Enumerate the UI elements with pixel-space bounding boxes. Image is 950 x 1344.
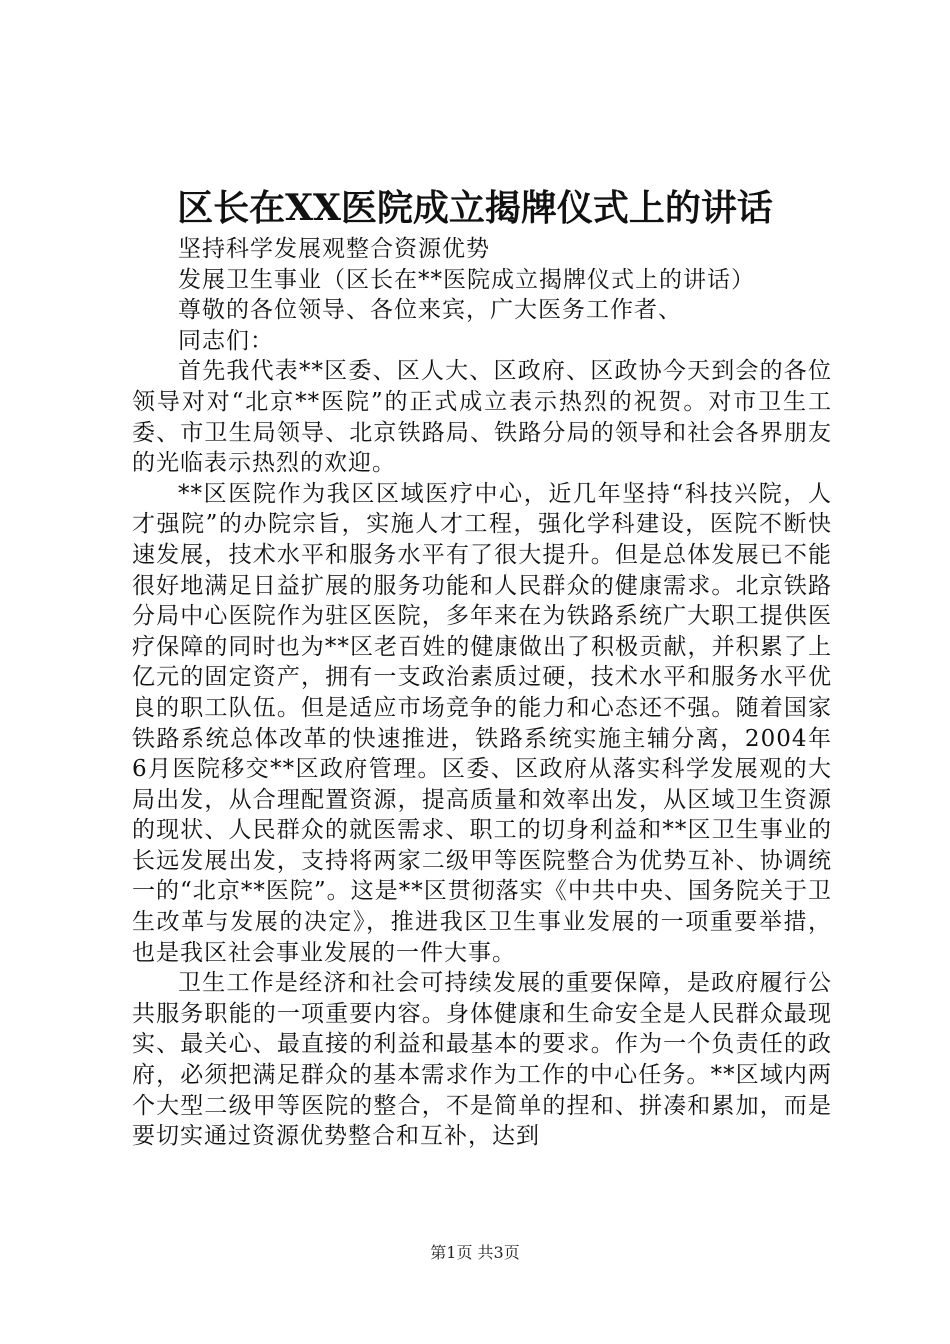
- subtitle-line: 发展卫生事业（区长在**医院成立揭牌仪式上的讲话）: [178, 266, 755, 293]
- document-body: [132, 234, 832, 1152]
- subtitle-line: 坚持科学发展观整合资源优势: [178, 236, 490, 262]
- salutation-line: 同志们：: [178, 327, 274, 354]
- body-paragraph: 首先我代表**区委、区人大、区政府、区政协今天到会的各位领导对对“北京**医院”的正式成立表示热烈的祝贺。对市卫生工委、市卫生局领导、北京铁路局、铁路分局的领导和社会各界朋友的光临表示热烈的欢迎。: [132, 358, 832, 477]
- salutation-line: 尊敬的各位领导、各位来宾，广大医务工作者、: [178, 297, 682, 324]
- body-paragraph: **区医院作为我区区域医疗中心，近几年坚持“科技兴院，人才强院”的办院宗旨，实施人才工程，强化学科建设，医院不断快速发展，技术水平和服务水平有了很大提升。但是总体发展已不能很好地满足日益扩展的服务功能和人民群众的健康需求。北京铁路分局中心医院作为驻区医院，多年来在为铁路系统广大职工提供医疗保障的同时也为**区老百姓的健康做出了积极贡献，并积累了上亿元的固定资产，拥有一支政治素质过硬，技术水平和服务水平优良的职工队伍。但是适应市场竞争的能力和心态还不强。随着国家铁路系统总体改革的快速推进，铁路系统实施主辅分离，2004年6月医院移交**区政府管理。区委、区政府从落实科学发展观的大局出发，从合理配置资源，提高质量和效率出发，从区域卫生资源的现状、人民群众的就医需求、职工的切身利益和**区卫生事业的长远发展出发，支持将两家二级甲等医院整合为优势互补、协调统一的“北京**医院”。这是**区贯彻落实《中共中央、国务院关于卫生改革与发展的决定》，推进我区卫生事业发展的一项重要举措，也是我区社会事业发展的一件大事。: [132, 480, 832, 966]
- page-footer: 第1页 共3页: [430, 1243, 520, 1262]
- body-paragraph: 卫生工作是经济和社会可持续发展的重要保障，是政府履行公共服务职能的一项重要内容。身体健康和生命安全是人民群众最现实、最关心、最直接的利益和最基本的要求。作为一个负责任的政府，必须把满足群众的基本需求作为工作的中心任务。**区域内两个大型二级甲等医院的整合，不是简单的捏和、拼凑和累加，而是要切实通过资源优势整合和互补，达到: [132, 970, 832, 1150]
- document-title: 区长在XX医院成立揭牌仪式上的讲话: [177, 187, 773, 229]
